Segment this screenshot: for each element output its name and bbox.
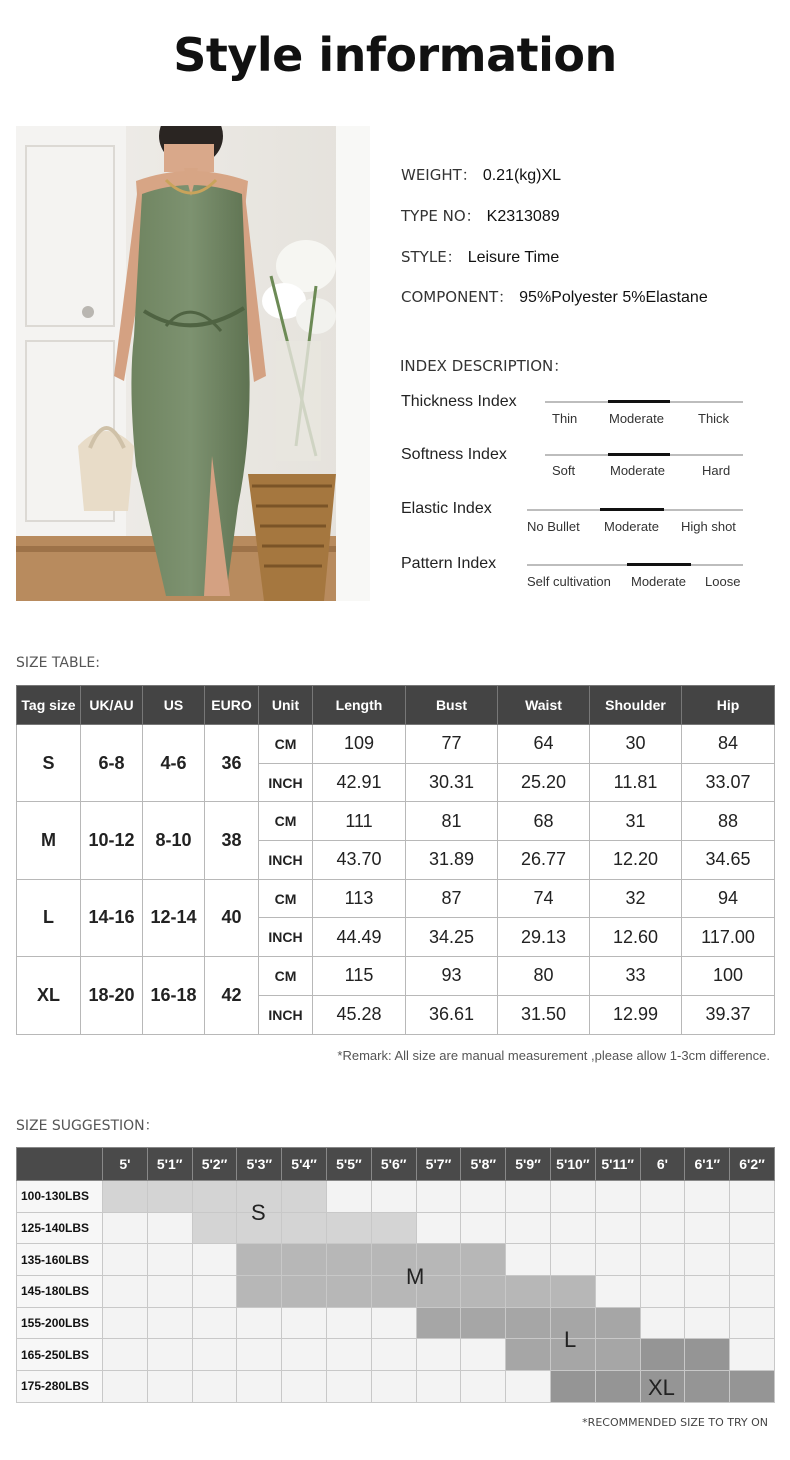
weight-row <box>17 1339 775 1371</box>
weight-row <box>17 1307 775 1339</box>
grid-cell-l <box>506 1339 551 1371</box>
measure-cell: 30.31 <box>406 763 498 802</box>
measure-cell: 45.28 <box>313 995 406 1034</box>
grid-cell-empty <box>461 1212 506 1244</box>
measure-cell: 11.81 <box>590 763 682 802</box>
page-title: Style information <box>173 28 617 82</box>
grid-cell-empty <box>685 1244 730 1276</box>
grid-cell-empty <box>103 1244 148 1276</box>
grid-cell-empty <box>550 1181 595 1213</box>
weight-label: WEIGHT： <box>401 166 477 184</box>
grid-cell-m <box>237 1276 282 1308</box>
size-suggestion-label: SIZE SUGGESTION： <box>16 1118 159 1134</box>
measure-cell: 12.99 <box>590 995 682 1034</box>
grid-cell-empty <box>640 1276 685 1308</box>
grid-cell-empty <box>147 1244 192 1276</box>
us-cell: 8-10 <box>143 802 205 879</box>
unit-cell: CM <box>259 725 313 764</box>
measure-cell: 115 <box>313 957 406 996</box>
height-header: 5'7″ <box>416 1148 461 1181</box>
grid-cell-empty <box>237 1307 282 1339</box>
tag-size-cell: M <box>17 802 81 879</box>
grid-cell-empty <box>371 1181 416 1213</box>
measure-cell: 44.49 <box>313 918 406 957</box>
us-cell: 16-18 <box>143 957 205 1034</box>
grid-cell-empty <box>192 1339 237 1371</box>
us-cell: 4-6 <box>143 725 205 802</box>
grid-cell-m <box>326 1276 371 1308</box>
grid-cell-empty <box>640 1307 685 1339</box>
style-row <box>401 246 559 267</box>
grid-cell-l <box>595 1307 640 1339</box>
measure-cell: 81 <box>406 802 498 841</box>
softness-index-label: Softness Index <box>401 446 507 463</box>
measure-cell: 100 <box>682 957 775 996</box>
size-suggestion-grid <box>16 1147 775 1403</box>
weight-rows <box>17 1181 775 1403</box>
grid-cell-xl <box>685 1371 730 1403</box>
weight-label: 125-140LBS <box>17 1212 103 1244</box>
tag-size-cell: L <box>17 879 81 956</box>
height-header: 5'1″ <box>147 1148 192 1181</box>
grid-cell-m <box>550 1276 595 1308</box>
grid-cell-empty <box>103 1307 148 1339</box>
measure-cell: 25.20 <box>498 763 590 802</box>
unit-cell: INCH <box>259 841 313 880</box>
height-header: 5'6″ <box>371 1148 416 1181</box>
grid-cell-l <box>506 1307 551 1339</box>
measure-cell: 74 <box>498 879 590 918</box>
euro-cell: 42 <box>205 957 259 1034</box>
col-header: US <box>143 686 205 725</box>
pattern-option: Loose <box>705 574 741 589</box>
grid-cell-empty <box>685 1307 730 1339</box>
grid-cell-m <box>506 1276 551 1308</box>
pattern-option: Self cultivation <box>527 574 611 589</box>
elastic-option: High shot <box>681 519 736 534</box>
col-header: Unit <box>259 686 313 725</box>
measure-cell: 109 <box>313 725 406 764</box>
grid-cell-s <box>282 1181 327 1213</box>
col-header: Bust <box>406 686 498 725</box>
softness-selected-marker <box>608 453 670 456</box>
grid-cell-empty <box>192 1276 237 1308</box>
weight-label: 145-180LBS <box>17 1276 103 1308</box>
type-value: K2313089 <box>486 208 560 225</box>
euro-cell: 36 <box>205 725 259 802</box>
grid-cell-empty <box>595 1181 640 1213</box>
zone-label-l: L <box>564 1327 577 1352</box>
grid-cell-empty <box>685 1276 730 1308</box>
grid-cell-empty <box>416 1371 461 1403</box>
height-header: 5'3″ <box>237 1148 282 1181</box>
weight-row <box>401 164 561 185</box>
weight-label: 135-160LBS <box>17 1244 103 1276</box>
grid-cell-empty <box>640 1181 685 1213</box>
measure-cell: 33.07 <box>682 763 775 802</box>
grid-cell-empty <box>730 1244 775 1276</box>
grid-cell-empty <box>103 1339 148 1371</box>
style-value: Leisure Time <box>467 249 560 266</box>
measure-cell: 43.70 <box>313 841 406 880</box>
grid-cell-m <box>282 1244 327 1276</box>
size-table-body <box>17 725 775 1035</box>
grid-cell-empty <box>506 1212 551 1244</box>
measure-cell: 111 <box>313 802 406 841</box>
grid-cell-empty <box>371 1371 416 1403</box>
type-label: TYPE NO： <box>401 207 481 225</box>
col-header: Shoulder <box>590 686 682 725</box>
measure-cell: 12.60 <box>590 918 682 957</box>
grid-cell-xl <box>685 1339 730 1371</box>
grid-cell-empty <box>237 1339 282 1371</box>
tag-size-cell: XL <box>17 957 81 1034</box>
height-header: 6' <box>640 1148 685 1181</box>
unit-cell: CM <box>259 802 313 841</box>
col-header: EURO <box>205 686 259 725</box>
grid-corner <box>17 1148 103 1181</box>
grid-cell-s <box>103 1181 148 1213</box>
size-row-cm <box>17 879 775 918</box>
measure-cell: 94 <box>682 879 775 918</box>
grid-cell-empty <box>282 1339 327 1371</box>
unit-cell: INCH <box>259 918 313 957</box>
component-label: COMPONENT： <box>401 288 514 306</box>
grid-cell-m <box>326 1244 371 1276</box>
grid-cell-empty <box>595 1276 640 1308</box>
grid-cell-empty <box>685 1212 730 1244</box>
measure-cell: 42.91 <box>313 763 406 802</box>
product-photo <box>16 126 370 601</box>
grid-cell-empty <box>730 1339 775 1371</box>
grid-cell-s <box>192 1181 237 1213</box>
softness-option: Moderate <box>610 463 665 478</box>
grid-cell-empty <box>461 1371 506 1403</box>
grid-cell-m <box>237 1244 282 1276</box>
unit-cell: INCH <box>259 763 313 802</box>
measure-cell: 77 <box>406 725 498 764</box>
measure-cell: 34.25 <box>406 918 498 957</box>
component-row <box>401 286 708 307</box>
size-table-label: SIZE TABLE: <box>16 655 100 671</box>
grid-cell-empty <box>282 1307 327 1339</box>
size-row-cm <box>17 802 775 841</box>
height-header: 5'8″ <box>461 1148 506 1181</box>
grid-cell-empty <box>147 1307 192 1339</box>
measure-cell: 84 <box>682 725 775 764</box>
grid-cell-empty <box>147 1212 192 1244</box>
index-heading: INDEX DESCRIPTION： <box>400 357 569 375</box>
thickness-selected-marker <box>608 400 670 403</box>
uk-au-cell: 18-20 <box>81 957 143 1034</box>
measure-cell: 31.89 <box>406 841 498 880</box>
height-header: 5' <box>103 1148 148 1181</box>
grid-cell-empty <box>192 1371 237 1403</box>
style-label: STYLE： <box>401 248 462 266</box>
grid-cell-empty <box>416 1181 461 1213</box>
grid-cell-xl <box>550 1371 595 1403</box>
measure-cell: 80 <box>498 957 590 996</box>
grid-cell-empty <box>103 1371 148 1403</box>
thickness-option: Thick <box>698 411 730 426</box>
size-table <box>16 685 775 1035</box>
measure-cell: 117.00 <box>682 918 775 957</box>
grid-cell-l <box>461 1307 506 1339</box>
grid-cell-s <box>371 1212 416 1244</box>
pattern-index-label: Pattern Index <box>401 555 497 572</box>
grid-cell-xl <box>595 1371 640 1403</box>
grid-cell-empty <box>506 1371 551 1403</box>
measure-cell: 26.77 <box>498 841 590 880</box>
height-header: 5'4″ <box>282 1148 327 1181</box>
elastic-selected-marker <box>600 508 664 511</box>
col-header: UK/AU <box>81 686 143 725</box>
grid-cell-empty <box>326 1181 371 1213</box>
unit-cell: CM <box>259 879 313 918</box>
measure-cell: 113 <box>313 879 406 918</box>
grid-cell-empty <box>147 1339 192 1371</box>
grid-cell-empty <box>326 1371 371 1403</box>
measure-cell: 93 <box>406 957 498 996</box>
measure-cell: 88 <box>682 802 775 841</box>
weight-value: 0.21(kg)XL <box>482 167 562 184</box>
height-header: 6'1″ <box>685 1148 730 1181</box>
height-header: 5'11″ <box>595 1148 640 1181</box>
zone-label-xl: XL <box>648 1375 675 1400</box>
grid-cell-empty <box>640 1244 685 1276</box>
uk-au-cell: 10-12 <box>81 802 143 879</box>
grid-cell-empty <box>147 1371 192 1403</box>
unit-cell: INCH <box>259 995 313 1034</box>
grid-cell-empty <box>192 1307 237 1339</box>
measure-cell: 68 <box>498 802 590 841</box>
measure-cell: 39.37 <box>682 995 775 1034</box>
height-header: 6'2″ <box>730 1148 775 1181</box>
grid-cell-empty <box>461 1181 506 1213</box>
grid-cell-empty <box>730 1276 775 1308</box>
weight-row <box>17 1181 775 1213</box>
grid-cell-empty <box>326 1339 371 1371</box>
zone-label-s: S <box>251 1200 266 1225</box>
tag-size-cell: S <box>17 725 81 802</box>
measure-cell: 29.13 <box>498 918 590 957</box>
unit-cell: CM <box>259 957 313 996</box>
grid-cell-s <box>326 1212 371 1244</box>
softness-option: Soft <box>552 463 576 478</box>
weight-label: 155-200LBS <box>17 1307 103 1339</box>
grid-cell-l <box>595 1339 640 1371</box>
thickness-option: Thin <box>552 411 578 426</box>
grid-cell-empty <box>371 1339 416 1371</box>
grid-cell-s <box>147 1181 192 1213</box>
softness-option: Hard <box>702 463 731 478</box>
weight-row <box>17 1212 775 1244</box>
elastic-option: Moderate <box>604 519 659 534</box>
grid-cell-m <box>282 1276 327 1308</box>
weight-label: 175-280LBS <box>17 1371 103 1403</box>
uk-au-cell: 6-8 <box>81 725 143 802</box>
weight-label: 100-130LBS <box>17 1181 103 1213</box>
measure-cell: 30 <box>590 725 682 764</box>
type-row <box>401 205 560 226</box>
recommend-note: *RECOMMENDED SIZE TO TRY ON <box>582 1416 768 1429</box>
weight-label: 165-250LBS <box>17 1339 103 1371</box>
size-row-cm <box>17 725 775 764</box>
elastic-option: No Bullet <box>527 519 580 534</box>
grid-cell-s <box>192 1212 237 1244</box>
uk-au-cell: 14-16 <box>81 879 143 956</box>
grid-cell-empty <box>103 1276 148 1308</box>
measure-cell: 64 <box>498 725 590 764</box>
grid-cell-xl <box>730 1371 775 1403</box>
measure-cell: 87 <box>406 879 498 918</box>
thickness-index-label: Thickness Index <box>401 393 517 410</box>
grid-cell-empty <box>595 1244 640 1276</box>
grid-cell-empty <box>730 1307 775 1339</box>
grid-cell-empty <box>237 1371 282 1403</box>
measure-cell: 33 <box>590 957 682 996</box>
grid-cell-empty <box>506 1244 551 1276</box>
height-header: 5'2″ <box>192 1148 237 1181</box>
grid-cell-empty <box>416 1339 461 1371</box>
measure-cell: 12.20 <box>590 841 682 880</box>
zone-label-m: M <box>406 1264 425 1289</box>
grid-cell-empty <box>103 1212 148 1244</box>
grid-cell-s <box>282 1212 327 1244</box>
grid-cell-m <box>461 1244 506 1276</box>
grid-cell-empty <box>550 1244 595 1276</box>
col-header: Tag size <box>17 686 81 725</box>
grid-cell-empty <box>371 1307 416 1339</box>
height-header-row <box>17 1148 775 1181</box>
grid-cell-m <box>461 1276 506 1308</box>
grid-cell-empty <box>640 1212 685 1244</box>
grid-cell-empty <box>192 1244 237 1276</box>
col-header: Length <box>313 686 406 725</box>
elastic-index-label: Elastic Index <box>401 500 492 517</box>
measure-cell: 34.65 <box>682 841 775 880</box>
grid-cell-empty <box>685 1181 730 1213</box>
grid-cell-empty <box>461 1339 506 1371</box>
component-value: 95%Polyester 5%Elastane <box>519 289 708 306</box>
size-row-cm <box>17 957 775 996</box>
col-header: Waist <box>498 686 590 725</box>
grid-cell-empty <box>147 1276 192 1308</box>
size-table-header <box>17 686 775 725</box>
pattern-option: Moderate <box>631 574 686 589</box>
measure-cell: 31.50 <box>498 995 590 1034</box>
grid-cell-empty <box>326 1307 371 1339</box>
grid-cell-empty <box>550 1212 595 1244</box>
measure-cell: 31 <box>590 802 682 841</box>
grid-cell-empty <box>416 1212 461 1244</box>
grid-cell-empty <box>730 1212 775 1244</box>
measure-cell: 32 <box>590 879 682 918</box>
height-header: 5'9″ <box>506 1148 551 1181</box>
height-header: 5'5″ <box>326 1148 371 1181</box>
weight-row <box>17 1244 775 1276</box>
grid-cell-empty <box>730 1181 775 1213</box>
us-cell: 12-14 <box>143 879 205 956</box>
grid-cell-empty <box>282 1371 327 1403</box>
grid-cell-xl <box>640 1339 685 1371</box>
thickness-option: Moderate <box>609 411 664 426</box>
euro-cell: 40 <box>205 879 259 956</box>
weight-row <box>17 1276 775 1308</box>
measure-cell: 36.61 <box>406 995 498 1034</box>
remark-note: *Remark: All size are manual measurement ,please allow 1-3cm difference. <box>337 1048 770 1063</box>
euro-cell: 38 <box>205 802 259 879</box>
height-header: 5'10″ <box>550 1148 595 1181</box>
col-header: Hip <box>682 686 775 725</box>
grid-cell-empty <box>506 1181 551 1213</box>
pattern-selected-marker <box>627 563 691 566</box>
grid-cell-empty <box>595 1212 640 1244</box>
grid-cell-l <box>416 1307 461 1339</box>
